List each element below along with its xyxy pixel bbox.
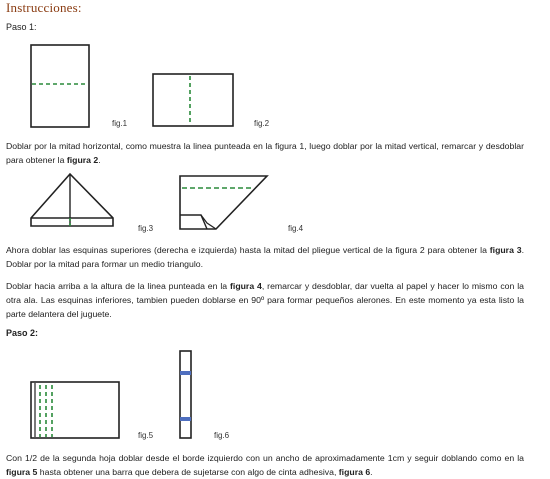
p2-end: . Doblar por la mitad para formar un medio triangulo.: [6, 245, 524, 269]
step1-label: Paso 1:: [6, 22, 37, 32]
p4-bold-1: figura 5: [6, 467, 38, 477]
fig3-caption: fig.3: [138, 224, 154, 233]
figure-1: [30, 44, 90, 128]
paragraph-4: [6, 451, 524, 479]
figure-5: [30, 381, 120, 439]
p1-end: .: [98, 155, 101, 165]
p4-mid: hasta obtener una barra que debera de sujetarse con algo de cinta adhesiva,: [37, 467, 339, 477]
paragraph-2: [6, 243, 524, 271]
step2-label: Paso 2:: [6, 328, 39, 338]
figure-4: [179, 175, 269, 231]
fig5-caption: fig.5: [138, 431, 154, 440]
figure-2: [152, 73, 234, 127]
p3-bold: figura 4: [230, 281, 262, 291]
p2-bold: figura 3: [489, 245, 522, 255]
p1-text: Doblar por la mitad horizontal, como muestra la linea punteada en la figura 1, luego doblar por la mitad vertical, remarcar y desdoblar para obtener la: [6, 141, 524, 165]
figure-6: [179, 350, 193, 440]
fig2-caption: fig.2: [254, 119, 270, 128]
p1-bold: figura 2: [66, 155, 99, 165]
fig4-caption: fig.4: [288, 224, 304, 233]
p4-text: Con 1/2 de la segunda hoja doblar desde el borde izquierdo con un ancho de aproximadamente 1cm y seguir doblando como en la: [6, 453, 524, 463]
p4-end: .: [370, 467, 373, 477]
p3-end: , remarcar y desdoblar, dar vuelta al papel y hacer lo mismo con la otra ala. Las esquinas inferiores, tambien pueden doblarse en 90º para formar pequeños alerones. En este momento ya esta listo la parte delantera del juguete.: [6, 281, 524, 319]
p2-text: Ahora doblar las esquinas superiores (derecha e izquierda) hasta la mitad del pliegue vertical de la figura 2 para obtener la: [6, 245, 490, 255]
p4-bold-2: figura 6: [338, 467, 371, 477]
paragraph-1: [6, 139, 524, 167]
page-title: Instrucciones:: [6, 0, 82, 15]
paragraph-3: [6, 279, 524, 321]
fig6-caption: fig.6: [214, 431, 230, 440]
figure-3: [30, 173, 114, 229]
fig1-caption: fig.1: [112, 119, 128, 128]
p3-text: Doblar hacia arriba a la altura de la linea punteada en la: [6, 281, 231, 291]
